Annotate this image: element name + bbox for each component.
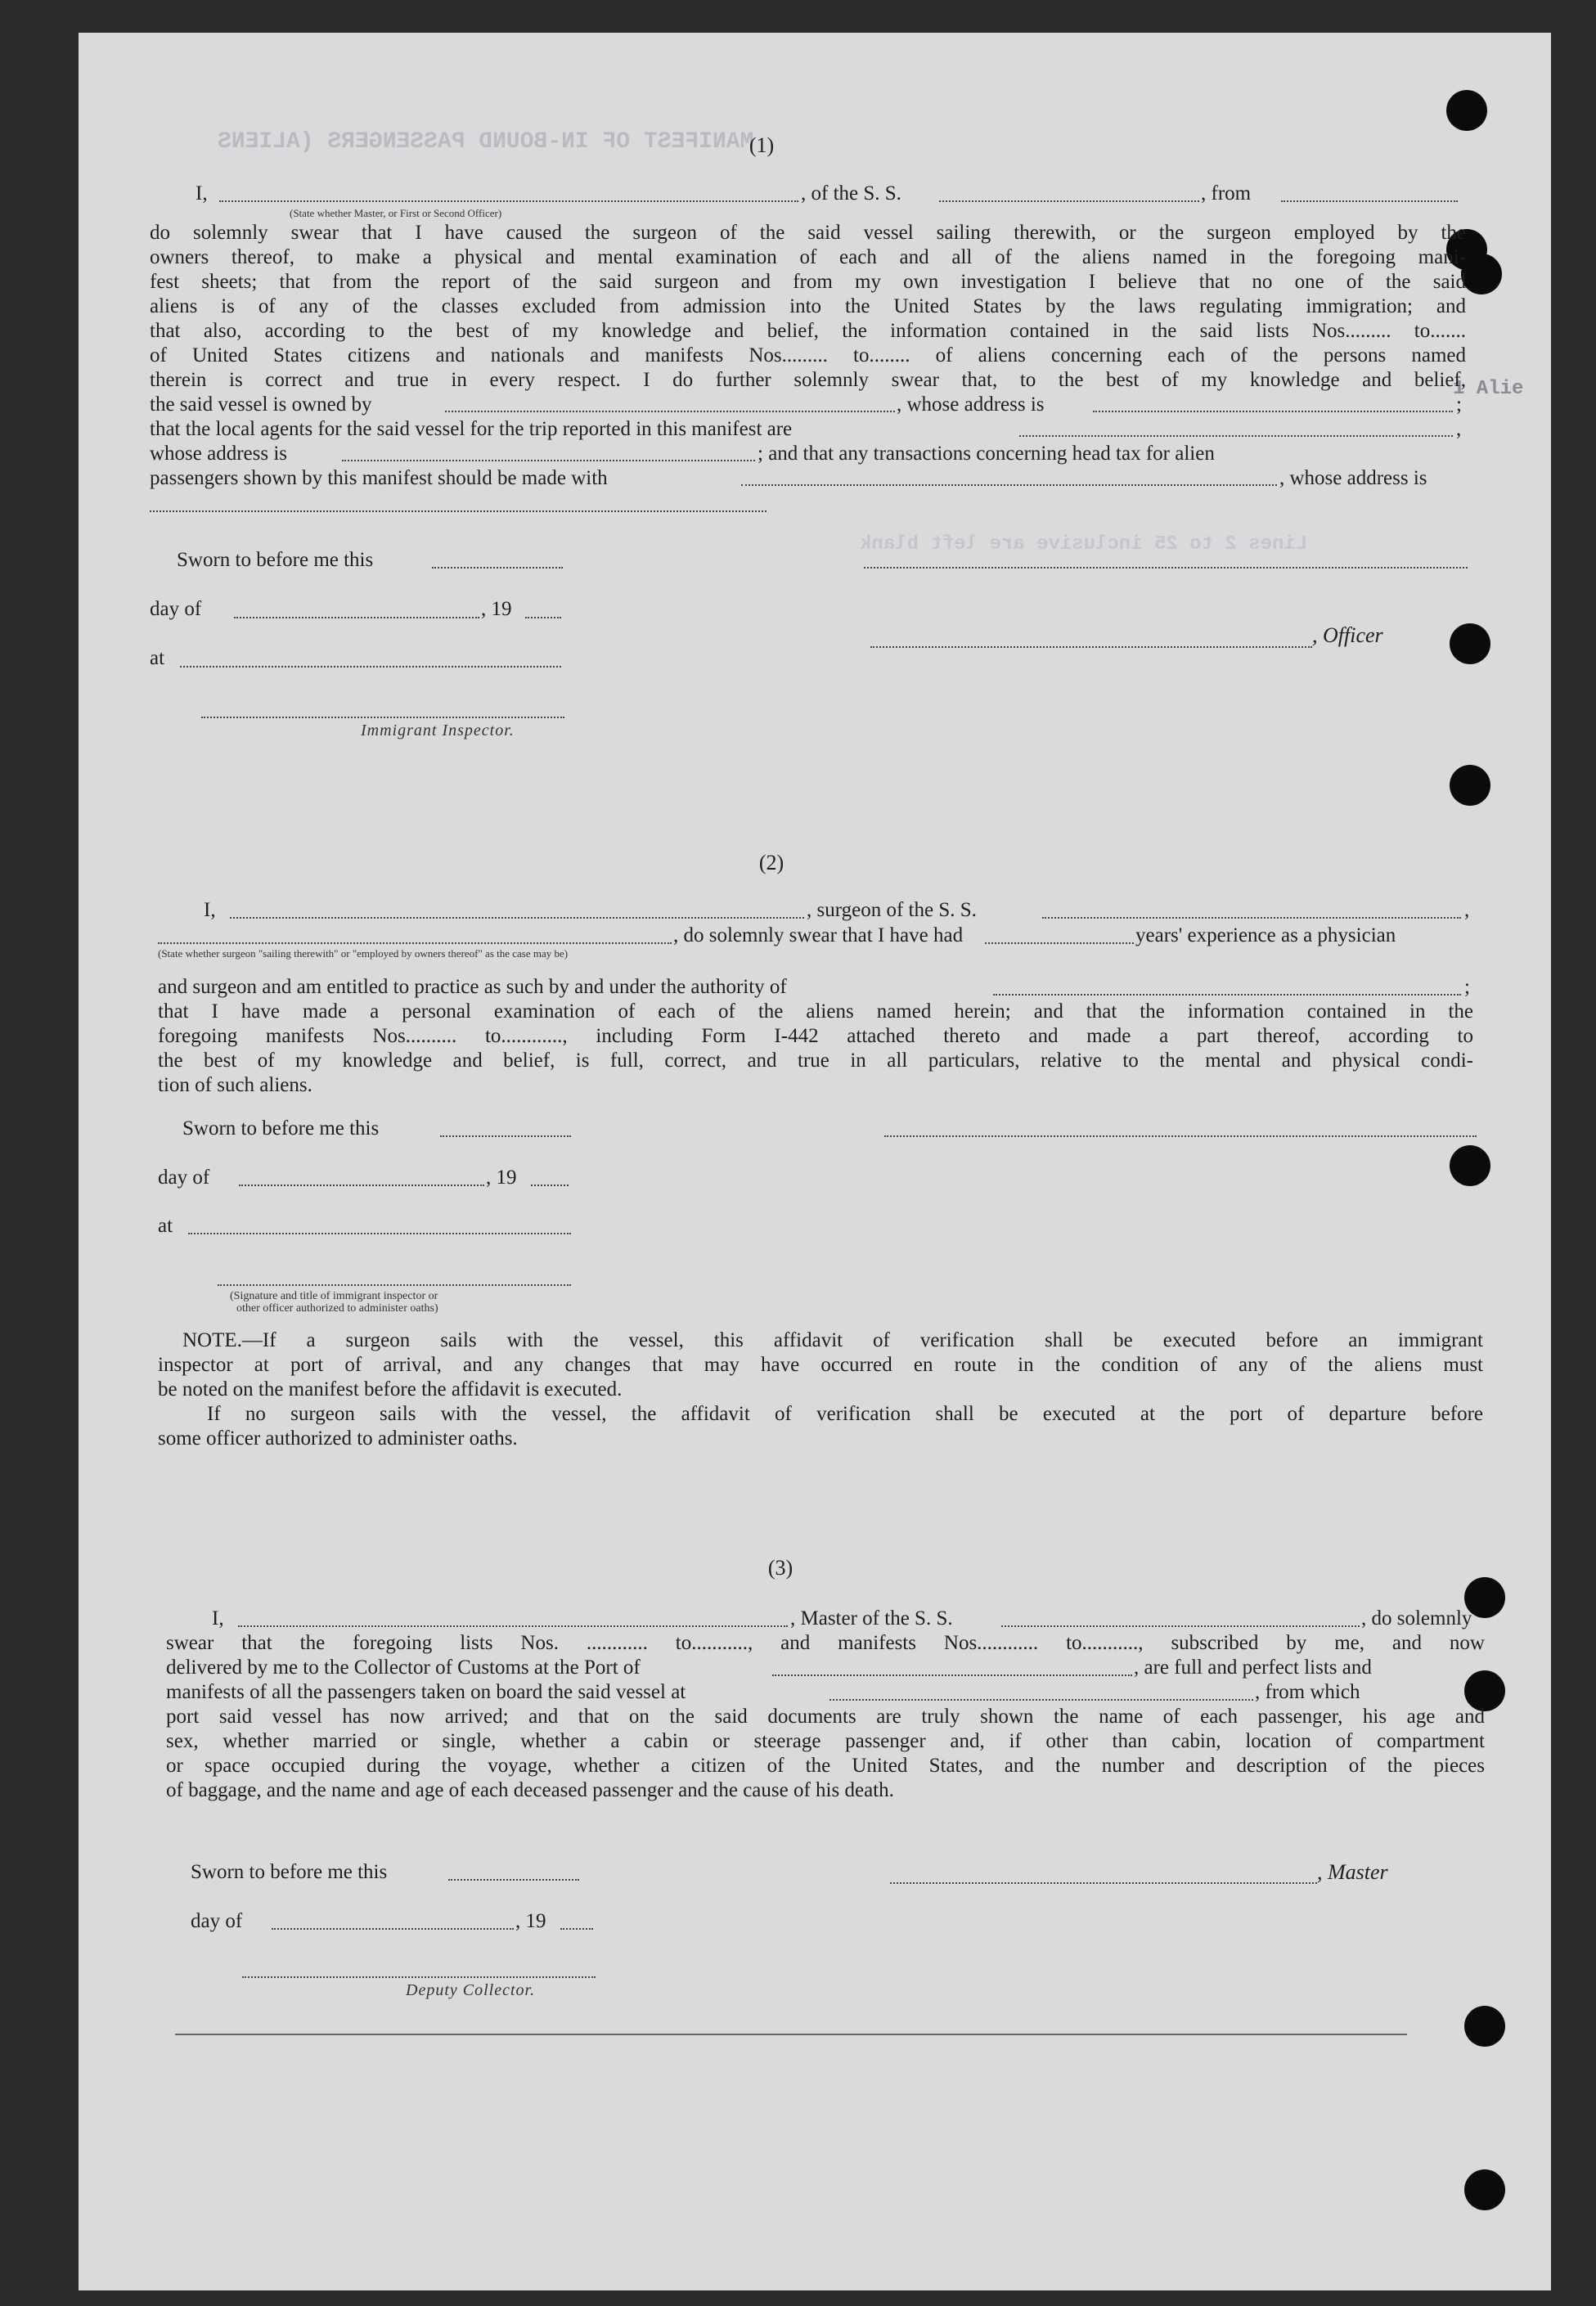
s1-agents-blank[interactable] [1019, 435, 1453, 437]
s2-day-blank[interactable] [239, 1184, 484, 1186]
s3-line: or space occupied during the voyage, whether a citizen of the United States, and the number and description of the pieces [166, 1755, 1485, 1777]
s1-line: therein is correct and true in every respect. I do further solemnly swear that, to the best of my knowledge and belief, [150, 369, 1466, 391]
bleed-side-mark: 1 Alie [1453, 378, 1524, 400]
s2-caption: (State whether surgeon "sailing therewith" or "employed by owners thereof" as the case may be) [158, 947, 569, 960]
s1-year-blank[interactable] [525, 617, 561, 618]
s1-officer: , Officer [1312, 623, 1383, 647]
s2-vessel-blank[interactable] [1042, 917, 1461, 919]
s2-day-of: day of [158, 1166, 210, 1189]
s1-from-blank[interactable] [1281, 200, 1458, 202]
punch-hole [1464, 2006, 1505, 2047]
s1-agents-address-blank[interactable] [342, 460, 755, 461]
s2-note2-line: If no surgeon sails with the vessel, the affidavit of verification shall be executed at the port of departure before [207, 1403, 1483, 1425]
s3-do-solemnly: , do solemnly [1361, 1607, 1472, 1629]
bottom-rule [175, 2034, 1407, 2035]
s1-whose-address: whose address is [150, 443, 288, 465]
s1-owner-address-label: , whose address is [897, 393, 1045, 416]
s2-i: I, [204, 899, 216, 921]
s2-note-line: inspector at port of arrival, and any changes that may have occurred en route in the condition of any of the aliens must [158, 1354, 1483, 1376]
s2-note-line: NOTE.—If a surgeon sails with the vessel, this affidavit of verification shall be executed before an immigrant [182, 1329, 1483, 1351]
s1-inspector-blank[interactable] [201, 717, 564, 718]
punch-hole [1461, 254, 1502, 294]
s2-sig-caption-1: (Signature and title of immigrant inspector or [230, 1290, 438, 1302]
s3-from-which: , from which [1255, 1681, 1360, 1703]
s1-sworn: Sworn to before me this [177, 549, 374, 571]
section-1-number: (1) [749, 133, 775, 157]
s2-name-blank[interactable] [230, 917, 804, 919]
s1-agents: that the local agents for the said vessel for the trip reported in this manifest are [150, 418, 793, 440]
s1-owned-by: the said vessel is owned by [150, 393, 372, 416]
s1-agents-end: , [1456, 418, 1462, 440]
s2-note-last: be noted on the manifest before the affidavit is executed. [158, 1378, 623, 1400]
s1-owner-blank[interactable] [445, 411, 895, 412]
s2-status-blank[interactable] [158, 942, 672, 944]
punch-hole [1450, 623, 1490, 664]
s2-line: foregoing manifests Nos.......... to............, including Form I-442 attached thereto and made a part thereof, according to [158, 1025, 1473, 1047]
s2-authority-blank[interactable] [993, 994, 1461, 996]
document-page [79, 33, 1551, 2290]
s3-line-last: of baggage, and the name and age of each deceased passenger and the cause of his death. [166, 1779, 894, 1801]
punch-hole [1464, 2169, 1505, 2210]
s1-vessel-blank[interactable] [939, 200, 1199, 202]
s1-inspector: Immigrant Inspector. [361, 721, 515, 739]
s3-line-2: swear that the foregoing lists Nos. ............ to..........., and manifests Nos............ to..........., subscribed by me, and now [166, 1632, 1485, 1654]
section-2-number: (2) [758, 851, 785, 874]
s3-manifests: manifests of all the passengers taken on board the said vessel at [166, 1681, 686, 1703]
s3-collector-blank[interactable] [242, 1976, 596, 1978]
section-3-number: (3) [767, 1556, 794, 1580]
s2-sworn-blank[interactable] [440, 1135, 571, 1137]
s2-line1-end: , [1464, 899, 1470, 921]
s1-at: at [150, 647, 165, 669]
s2-note2-last: some officer authorized to administer oaths. [158, 1427, 518, 1450]
s1-line: of United States citizens and nationals and manifests Nos......... to........ of aliens concerning each of the persons named [150, 344, 1466, 366]
s3-year-blank[interactable] [560, 1928, 593, 1930]
s3-collector: delivered by me to the Collector of Customs at the Port of [166, 1656, 641, 1679]
s1-line: aliens is of any of the classes excluded from admission into the United States by the laws regulating immigration; and [150, 295, 1466, 317]
punch-hole [1450, 1145, 1490, 1186]
s1-owner-address-blank[interactable] [1093, 411, 1453, 412]
punch-hole [1450, 765, 1490, 806]
s2-years: years' experience as a physician [1135, 924, 1396, 946]
s2-surgeon-of: , surgeon of the S. S. [807, 899, 977, 921]
s1-of-ss: , of the S. S. [801, 182, 901, 205]
s2-authority: and surgeon and am entitled to practice as such by and under the authority of [158, 976, 787, 998]
s1-headtax-blank[interactable] [741, 484, 1277, 486]
s3-master-blank[interactable] [890, 1882, 1317, 1884]
s3-full-perfect: , are full and perfect lists and [1134, 1656, 1372, 1679]
s3-master: , Master [1317, 1860, 1388, 1884]
s1-line: that also, according to the best of my knowledge and belief, the information contained in the said lists Nos......... to....... [150, 320, 1466, 342]
s2-signature-blank[interactable] [884, 1135, 1477, 1137]
s2-line-last: tion of such aliens. [158, 1074, 312, 1096]
bleed-through-title: MANIFEST OF IN-BOUND PASSENGERS (ALIENS [218, 129, 754, 155]
s3-i: I, [212, 1607, 224, 1629]
s1-officer-blank[interactable] [870, 646, 1312, 648]
s1-owner-end: ; [1456, 393, 1462, 416]
s1-i: I, [196, 182, 208, 205]
s2-line: the best of my knowledge and belief, is full, correct, and true in all particulars, relative to the mental and physical condi- [158, 1050, 1473, 1072]
s3-port-blank[interactable] [772, 1674, 1132, 1676]
s2-years-blank[interactable] [985, 942, 1134, 944]
s1-at-blank[interactable] [180, 666, 561, 668]
s2-year-blank[interactable] [531, 1184, 569, 1186]
s1-sworn-blank[interactable] [432, 567, 563, 569]
s1-line: owners thereof, to make a physical and mental examination of each and all of the aliens named in the foregoing mani- [150, 246, 1466, 268]
s3-year: , 19 [515, 1910, 546, 1932]
s3-name-blank[interactable] [238, 1625, 788, 1627]
s1-headtax-address-blank[interactable] [150, 510, 767, 512]
s2-authority-end: ; [1464, 976, 1470, 998]
s3-line: port said vessel has now arrived; and that on the said documents are truly shown the name of each passenger, his age and [166, 1706, 1485, 1728]
s1-caption: (State whether Master, or First or Second Officer) [290, 207, 502, 219]
bleed-through-note: Lines 2 to 25 inclusive are left blank [860, 533, 1308, 555]
s3-deputy-collector: Deputy Collector. [406, 1981, 536, 1999]
s3-day-blank[interactable] [272, 1928, 514, 1930]
s1-signature-blank[interactable] [864, 567, 1468, 569]
s1-from: , from [1201, 182, 1252, 205]
s2-year: , 19 [486, 1166, 517, 1189]
s2-inspector-blank[interactable] [218, 1284, 571, 1286]
s1-line: do solemnly swear that I have caused the surgeon of the said vessel sailing therewith, or the surgeon employed by the [150, 222, 1466, 244]
s2-at-blank[interactable] [188, 1233, 571, 1234]
s3-board-port-blank[interactable] [829, 1699, 1253, 1701]
punch-hole [1446, 90, 1487, 131]
s2-sig-caption-2: other officer authorized to administer oaths) [236, 1302, 438, 1315]
s1-day-of: day of [150, 598, 202, 620]
s2-solemnly: , do solemnly swear that I have had [673, 924, 964, 946]
s1-passengers: passengers shown by this manifest should be made with [150, 467, 608, 489]
s1-line: fest sheets; that from the report of the said surgeon and from my own investigation I believe that no one of the said [150, 271, 1466, 293]
s3-sworn-blank[interactable] [448, 1879, 579, 1881]
s3-master-of: , Master of the S. S. [790, 1607, 953, 1629]
s1-head-tax: ; and that any transactions concerning head tax for alien [758, 443, 1215, 465]
s3-sworn: Sworn to before me this [191, 1861, 388, 1883]
s1-day-blank[interactable] [234, 617, 479, 618]
s1-whose-address-2: , whose address is [1279, 467, 1427, 489]
s1-name-blank[interactable] [219, 200, 798, 202]
s1-year: , 19 [481, 598, 512, 620]
s2-at: at [158, 1215, 173, 1237]
s2-sworn: Sworn to before me this [182, 1117, 380, 1140]
s3-day-of: day of [191, 1910, 243, 1932]
s2-line: that I have made a personal examination of each of the aliens named herein; and that the information contained in the [158, 1000, 1473, 1023]
s3-vessel-blank[interactable] [1001, 1625, 1360, 1627]
s3-line: sex, whether married or single, whether a cabin or steerage passenger and, if other than cabin, location of compartment [166, 1730, 1485, 1752]
